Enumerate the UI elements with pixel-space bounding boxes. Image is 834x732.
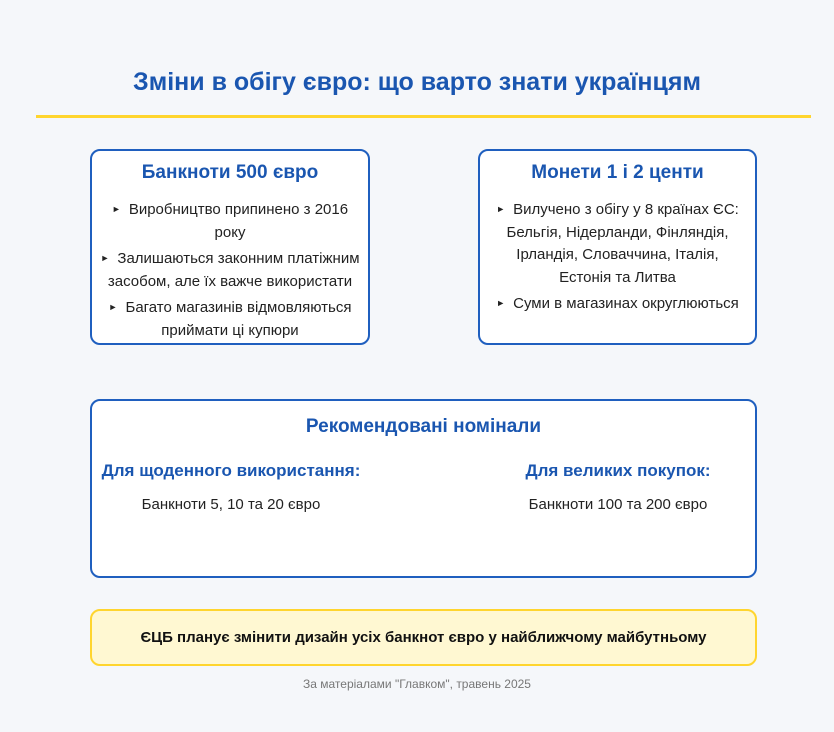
page-title: Зміни в обігу євро: що варто знати українцям [133, 68, 701, 96]
ecb-note-banner: ЄЦБ планує змінити дизайн усіх банкнот євро у найближчому майбутньому [90, 609, 757, 666]
bullet-icon: ► [111, 204, 121, 214]
list-item [98, 296, 362, 342]
list-item-text: Вилучено з обігу у 8 країнах ЄС: [513, 201, 739, 218]
bullet-icon: ► [496, 298, 506, 308]
list-item [98, 198, 362, 244]
country-list [486, 222, 749, 290]
bullet-icon: ► [100, 253, 110, 263]
source-caption: За матеріалами "Главком", травень 2025 [303, 677, 531, 691]
list-item-text: Суми в магазинах округлюються [513, 295, 739, 312]
title-divider [36, 115, 811, 118]
card-500-euro-banknotes [90, 149, 370, 345]
list-item [486, 198, 749, 222]
large-purchases-heading: Для великих покупок: [525, 461, 711, 480]
country-list-text: Бельгія, Нідерланди, Фінляндія, Ірландія, Словаччина, Італія, Естонія та Литва [506, 223, 729, 286]
card-title: Банкноти 500 євро [141, 162, 319, 183]
card-1-2-cent-coins [478, 149, 757, 345]
list-item-text: Виробництво припинено з 2016 року [128, 201, 349, 241]
fact-list [480, 198, 755, 316]
list-item [98, 247, 362, 293]
large-purchases-text: Банкноти 100 та 200 євро [528, 496, 708, 513]
card-title: Рекомендовані номінали [305, 416, 542, 437]
daily-use-heading: Для щоденного використання: [101, 461, 361, 480]
card-recommended-denominations [90, 399, 757, 578]
list-item [486, 292, 749, 316]
list-item-text: Залишаються законним платіжним засобом, але їх важче використати [107, 250, 360, 290]
bullet-icon: ► [108, 302, 118, 312]
list-item-text: Багато магазинів відмовляються приймати ці купюри [125, 299, 352, 339]
bullet-icon: ► [496, 204, 506, 214]
card-title: Монети 1 і 2 центи [531, 162, 704, 183]
fact-list [92, 198, 368, 342]
daily-use-column [92, 461, 370, 513]
daily-use-text: Банкноти 5, 10 та 20 євро [141, 496, 321, 513]
large-purchases-column [480, 461, 756, 513]
